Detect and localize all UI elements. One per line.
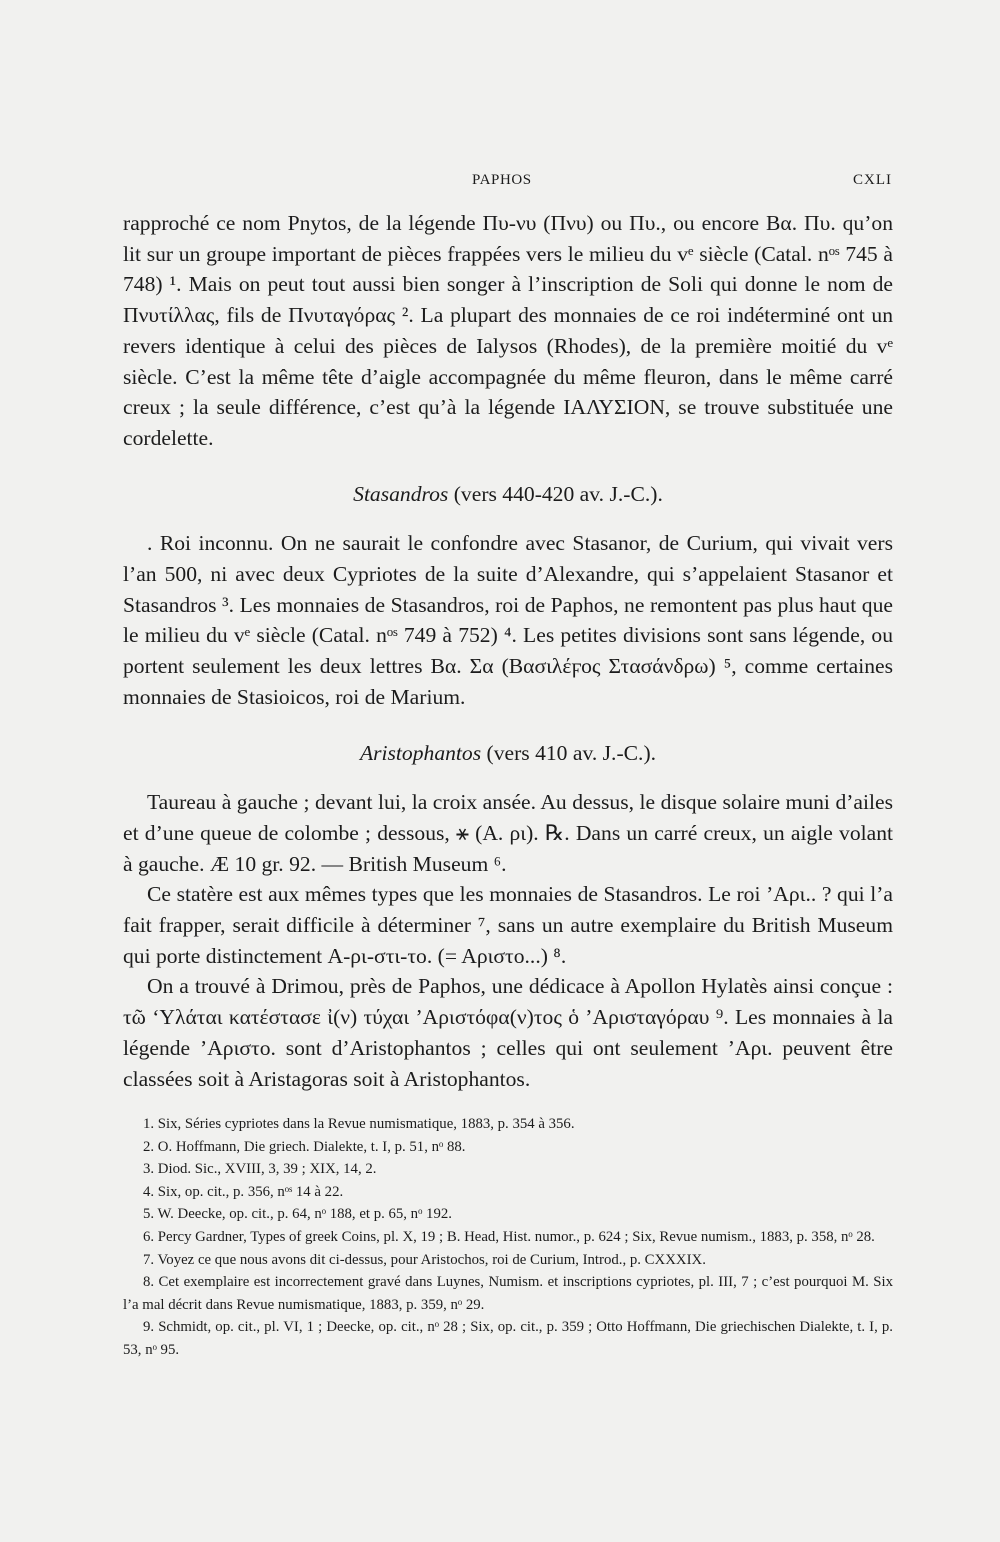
footnote: 4. Six, op. cit., p. 356, nᵒˢ 14 à 22. — [143, 1183, 344, 1200]
section-heading-stasandros — [123, 479, 893, 510]
section-date: (vers 410 av. J.-C.). — [481, 740, 657, 765]
paragraph: . Roi inconnu. On ne saurait le confondre avec Stasanor, de Curium, qui vivait vers l’an 500, ni avec deux Cypriotes de la suite d’Alexandre, qui s’appelaient Stasanor et Stasandros ³. Les monnaies de Stasandros, roi de Paphos, ne remontent pas plus haut que le milieu du vᵉ siècle (Catal. nᵒˢ 749 à 752) ⁴. Les petites divisions sont sans légende, ou portent seulement les deux lettres Βα. Σα (Βασιλέϝος Στασάνδρω) ⁵, comme certaines monnaies de Stasioicos, roi de Marium. — [123, 531, 893, 709]
footnotes — [123, 1113, 893, 1362]
paragraph: rapproché ce nom Pnytos, de la légende Πυ-νυ (Πνυ) ou Πυ., ou encore Βα. Πυ. qu’on lit sur un groupe important de pièces frappées vers le milieu du vᵉ siècle (Catal. nᵒˢ 745 à 748) ¹. Mais on peut tout aussi bien songer à l’inscription de Soli qui donne le nom de Πνυτίλλας, fils de Πνυταγόρας ². La plupart des monnaies de ce roi indéterminé ont un revers identique à celui des pièces de Ialysos (Rhodes), de la première moitié du vᵉ siècle. C’est la même tête d’aigle accompagnée du même fleuron, dans le même carré creux ; la seule différence, c’est qu’à la légende ΙΑΛΥΣΙΟΝ, se trouve substituée une cordelette. — [123, 211, 893, 450]
section-date: (vers 440-420 av. J.-C.). — [448, 481, 663, 506]
footnote: 5. W. Deecke, op. cit., p. 64, nᵒ 188, et p. 65, nᵒ 192. — [143, 1206, 452, 1223]
paragraph: On a trouvé à Drimou, près de Paphos, une dédicace à Apollon Hylatès ainsi conçue : τῶ ‘Υλάται κατέστασε ἰ(ν) τύχαι ’Αριστόφα(ν)τος ὁ ’Αρισταγόραυ ⁹. Les monnaies à la légende ’Αριστο. sont d’Aristophantos ; celles qui ont seulement ’Αρι. peuvent être classées soit à Aristagoras soit à Aristophantos. — [123, 974, 893, 1091]
footnote: 9. Schmidt, op. cit., pl. VI, 1 ; Deecke, op. cit., nᵒ 28 ; Six, op. cit., p. 359 ; Otto Hoffmann, Die griechischen Dialekte, t. I, p. 53, nᵒ 95. — [123, 1319, 893, 1358]
main-text — [123, 208, 893, 1094]
footnote: 8. Cet exemplaire est incorrectement gravé dans Luynes, Numism. et inscriptions cypriotes, pl. III, 7 ; c’est pourquoi M. Six l’a mal décrit dans Revue numismatique, 1883, p. 359, nᵒ 29. — [123, 1274, 893, 1313]
section-heading-aristophantos — [123, 738, 893, 769]
ruler-name: Aristophantos — [359, 740, 482, 765]
page-number: CXLI — [853, 172, 892, 188]
footnote: 7. Voyez ce que nous avons dit ci-dessus, pour Aristochos, roi de Curium, Introd., p. CXXXIX. — [143, 1251, 706, 1268]
paragraph: Ce statère est aux mêmes types que les monnaies de Stasandros. Le roi ’Αρι.. ? qui l’a fait frapper, serait difficile à déterminer ⁷, sans un autre exemplaire du British Museum qui porte distinctement Α-ρι-στι-το. (= Αριστο...) ⁸. — [123, 882, 893, 968]
footnote: 2. O. Hoffmann, Die griech. Dialekte, t. I, p. 51, nᵒ 88. — [143, 1138, 466, 1155]
paragraph: Taureau à gauche ; devant lui, la croix ansée. Au dessus, le disque solaire muni d’ailes et d’une queue de colombe ; dessous, ⚹ (Α. ρι). ℞. Dans un carré creux, un aigle volant à gauche. Æ 10 gr. 92. — British Museum ⁶. — [123, 790, 893, 876]
footnote: 1. Six, Séries cypriotes dans la Revue numismatique, 1883, p. 354 à 356. — [143, 1116, 575, 1132]
page-header — [0, 172, 1000, 196]
footnote: 3. Diod. Sic., XVIII, 3, 39 ; XIX, 14, 2. — [143, 1161, 377, 1178]
footnote: 6. Percy Gardner, Types of greek Coins, pl. X, 19 ; B. Head, Hist. numor., p. 624 ; Six, Revue numism., 1883, p. 358, nᵒ 28. — [143, 1228, 875, 1245]
running-head: PAPHOS — [472, 172, 532, 188]
ruler-name: Stasandros — [353, 481, 449, 506]
